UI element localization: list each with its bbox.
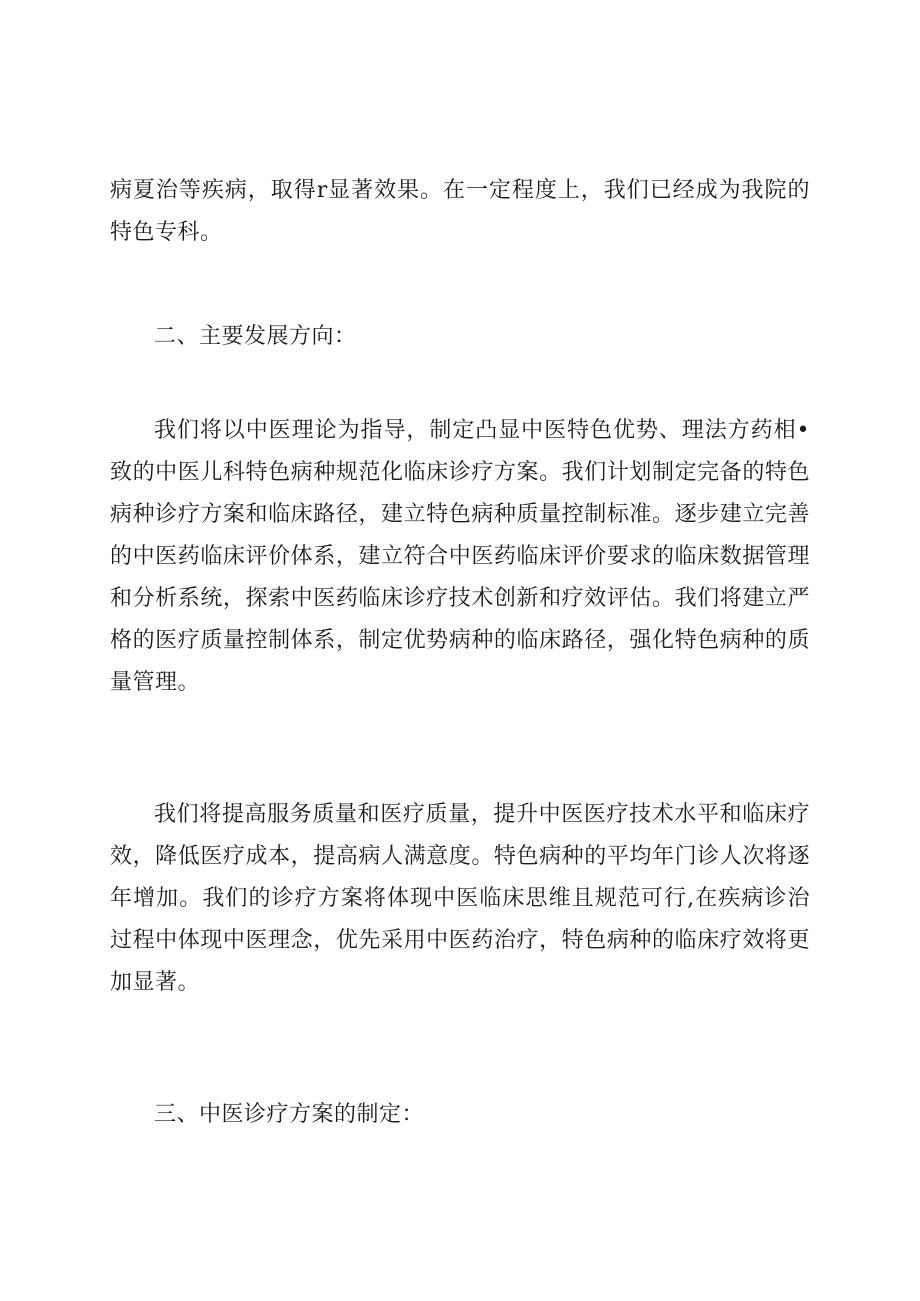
- direction-paragraph-2: 我们将提高服务质量和医疗质量，提升中医医疗技术水平和临床疗效，降低医疗成本，提高病人满意度。特色病种的平均年门诊人次将逐年增加。我们的诊疗方案将体现中医临床思维且规范可行,在疾病诊治过程中体现中医理念，优先采用中医药治疗，特色病种的临床疗效将更加显著。: [110, 802, 810, 995]
- intro-continued-paragraph: 病夏治等疾病，取得r显著效果。在一定程度上，我们已经成为我院的特色专科。: [110, 178, 810, 245]
- section-two-heading: 二、主要发展方向：: [154, 324, 357, 349]
- direction-paragraph-1: 我们将以中医理论为指导，制定凸显中医特色优势、理法方药相•致的中医儿科特色病种规范化临床诊疗方案。我们计划制定完备的特色病种诊疗方案和临床路径，建立特色病种质量控制标准。逐步建立完善的中医药临床评价体系，建立符合中医药临床评价要求的临床数据管理和分析系统，探索中医药临床诊疗技术创新和疗效评估。我们将建立严格的医疗质量控制体系，制定优势病种的临床路径，强化特色病种的质量管理。: [110, 418, 810, 695]
- section-three-heading: 三、中医诊疗方案的制定：: [154, 1102, 425, 1127]
